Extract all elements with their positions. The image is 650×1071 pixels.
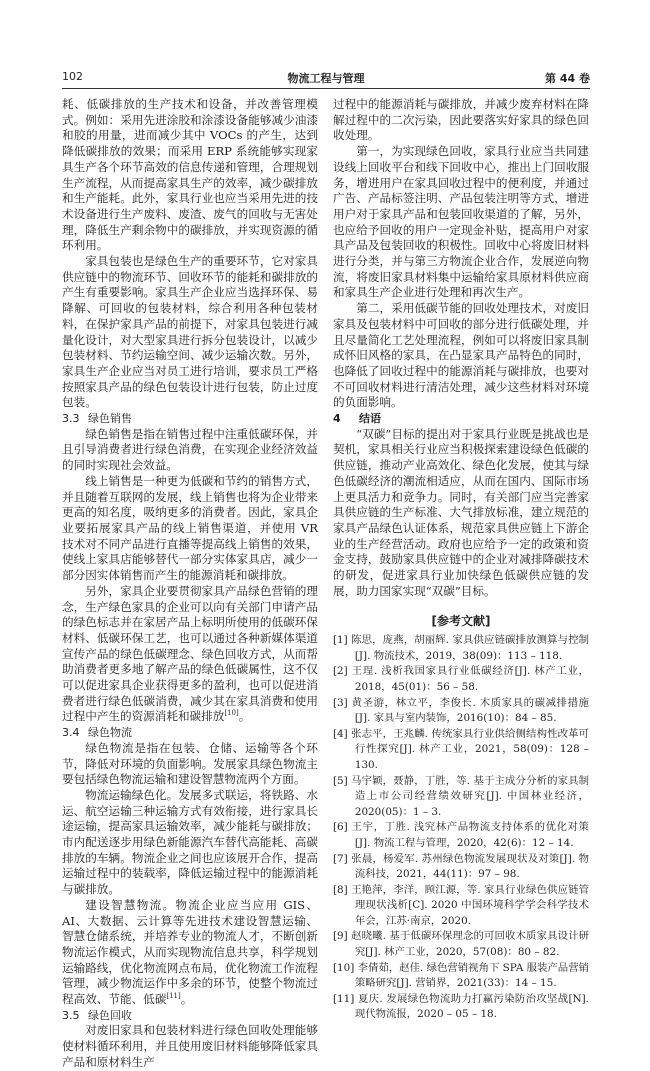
paragraph-text: 建设智慧物流。物流企业应当应用 GIS、AI、大数据、云计算等先进技术建设智慧运输、智慧仓储系统，并培养专业的物流人才，不断创新物流运作模式，从而实现物流信息共享，科学规划运输路线，优化物流网点布局，优化物流工作流程管理，减少物流运作中多余的环节，使整个物流过程高效、节能、低碳 (62, 897, 318, 1007)
reference-item: [1] 陈思，庞燕，胡丽辉. 家具供应链碳排放测算与控制[J]. 物流技术，2019，38(09)：113 – 118. (333, 634, 589, 662)
paragraph-text: 物流运输绿色化。发展多式联运，将铁路、水运、航空运输三种运输方式有效衔接，进行家具长途运输，提高家具运输效率，减少能耗与碳排放；市内配送逐步用绿色新能源汽车替代高能耗、高碳排放的车辆。物流企业之间也应该展开合作，提高运输过程中的装载率，降低运输过程中的能源消耗与碳排放。 (62, 787, 318, 897)
paragraph-tail: 。 (238, 709, 251, 724)
reference-item: [5] 马宇颖，聂静，丁胜，等. 基于主成分分析的家具制造上市公司经营绩效研究[J]. 中国林业经济，2020(05)：1 – 3. (333, 774, 589, 818)
paragraph-text: 耗、低碳排放的生产技术和设备，并改善管理模式。例如：采用先进涂胶和涂漆设备能够减少油漆和胶的用量，进而减少其中 VOCs 的产生，达到降低碳排放的效果；而采用 ERP 系统能够实现家具生产各个环节高效的信息传递和管理，合理规划生产流程，从而提高家具生产的效率，减少碳排放和生产能耗。此外，家具行业也应当采用先进的技术设备进行生产废料、废渣、废气的回收与无害处理，降低生产剩余物中的碳排放，并实现资源的循环利用。 (62, 97, 318, 253)
paragraph (333, 144, 589, 301)
paragraph (62, 254, 318, 411)
reference-item: [11] 夏庆. 发展绿色物流助力打赢污染防治攻坚战[N]. 现代物流报，2020 – 05 – 18. (333, 992, 589, 1021)
reference-item: [8] 王艳萍，李洋，顾江源，等. 家具行业绿色供应链管理现状浅析[C]. 2020 中国环境科学学会科学技术年会，江苏·南京，2020. (333, 883, 589, 927)
paragraph-text: 绿色物流是指在包装、仓储、运输等各个环节，降低对环境的负面影响。发展家具绿色物流主要包括绿色物流运输和建设智慧物流两个方面。 (62, 740, 318, 787)
reference-item: [9] 赵晓曦. 基于低碳环保理念的可回收木质家具设计研究[J]. 林产工业，2020，57(08)：80 – 82. (333, 930, 589, 959)
paragraph (333, 301, 589, 411)
citation-marker: [10] (224, 709, 239, 718)
paragraph (62, 1023, 318, 1070)
paragraph (62, 474, 318, 584)
page-number: 102 (62, 70, 83, 83)
section-heading (333, 411, 589, 427)
section-number: 3.3 (62, 412, 80, 426)
paragraph (333, 427, 589, 600)
paragraph-text: 过程中的能源消耗与碳排放，并减少废弃材料在降解过程中的二次污染，因此要落实好家具的绿色回收处理。 (333, 97, 589, 143)
paragraph (333, 97, 589, 144)
reference-item: [4] 张志平，王兆麟. 传统家具行业供给侧结构性改革可行性探究[J]. 林产工业，2021，58(09)：128 – 130. (333, 727, 589, 771)
section-title: 绿色销售 (88, 412, 132, 426)
paragraph-text: 绿色销售是指在销售过程中注重低碳环保，并且引导消费者进行绿色消费，在实现企业经济效益的同时实现社会效益。 (62, 426, 318, 473)
reference-item: [3] 黄圣游，林立平，李俊长. 木质家具的碳减排措施[J]. 家具与室内装饰，2016(10)：84 – 85. (333, 696, 589, 725)
section-number: 3.4 (62, 726, 80, 740)
reference-item: [6] 王宇，丁胜. 浅究林产品物流支持体系的优化对策[J]. 物流工程与管理，2020，42(6)：12 – 14. (333, 821, 589, 849)
paragraph-text: 第二，采用低碳节能的回收处理技术，对废旧家具及包装材料中可回收的部分进行低碳处理，并且尽量简化工艺处理流程，例如可以将废旧家具制成怀旧风格的家具，在凸显家具产品特色的同时，也降低了回收过程中的能源消耗与碳排放，也要对不可回收材料进行清洁处理，减少这些材料对环境的负面影响。 (333, 301, 589, 410)
reference-item: [7] 张晨，杨爱军. 苏州绿色物流发展现状及对策[J]. 物流科技，2021，44(11)：97 – 98. (333, 852, 589, 881)
paragraph-text: 对废旧家具和包装材料进行绿色回收处理能够使材料循环利用，并且使用废旧材料能够降低家具产品和原材料生产 (62, 1023, 318, 1069)
running-header (62, 66, 590, 89)
reference-list (333, 633, 589, 1023)
section-heading (62, 1008, 318, 1024)
citation-marker: [11] (166, 992, 181, 1001)
section-number: 4 (333, 412, 341, 426)
paragraph-text: “双碳”目标的提出对于家具行业既是挑战也是契机，家具相关行业应当积极探索建设绿色低碳的供应链，推动产业高效化、绿色化发展，使其与绿色低碳经济的潮流相适应，从而在国内、国际市场上更具活力和竞争力。同时，有关部门应当完善家具供应链的生产标准、大气排放标准，建立规范的家具产品绿色认证体系，规范家具供应链上下游企业的生产经营活动。政府也应给予一定的政策和资金支持，鼓励家具供应链中的企业对减排降碳技术的研发，促进家具行业加快绿色低碳供应链的发展，助力国家实现“双碳”目标。 (333, 426, 589, 598)
section-heading (62, 725, 318, 741)
reference-item: [2] 王珵. 浅析我国家具行业低碳经济[J]. 林产工业，2018，45(01)：56 – 58. (333, 665, 589, 693)
section-title: 结语 (359, 412, 381, 426)
paragraph-text: 第一，为实现绿色回收，家具行业应当共同建设线上回收平台和线下回收中心，推出上门回收服务，增进用户在家具回收过程中的便利度，并通过广告、产品标签注明、产品包装注明等方式，增进用户对于家具产品和包装回收渠道的了解，另外，也应给予回收的用户一定现金补贴，提高用户对家具产品及包装回收的积极性。回收中心将废旧材料进行分类，并与第三方物流企业合作，发展逆向物流，将废旧家具材料集中运输给家具原材料供应商和家具生产企业进行处理和再次生产。 (333, 144, 589, 300)
left-column (62, 97, 318, 1071)
paragraph (62, 741, 318, 788)
right-column (333, 97, 589, 1023)
paragraph-text: 另外，家具企业要贯彻家具产品绿色营销的理念，生产绿色家具的企业可以向有关部门申请产品的绿色标志并在家居产品上标明所使用的低碳环保材料、低碳环保工艺，也可以通过各种新媒体渠道宣传产品的绿色低碳理念、绿色回收方式，从而帮助消费者更多地了解产品的绿色低碳属性，这不仅可以促进家具企业获得更多的盈利，也可以促进消费者进行绿色低碳消费，减少其在家具消费和使用过程中产生的资源消耗和碳排放 (62, 583, 318, 724)
paragraph-tail: 。 (180, 992, 193, 1007)
paragraph (62, 97, 318, 254)
paragraph (62, 788, 318, 898)
references-heading: [参考文献] (431, 613, 491, 628)
section-heading (62, 411, 318, 427)
paragraph (62, 898, 318, 1008)
paragraph-text: 线上销售是一种更为低碳和节约的销售方式，并且随着互联网的发展，线上销售也将为企业带来更高的知名度，吸纳更多的消费者。因此，家具企业要拓展家具产品的线上销售渠道，并使用 VR 技术对不同产品进行直播等提高线上销售的效果，使线上家具店能够替代一部分实体家具店，减少一部分因实体销售而产生的能源消耗和碳排放。 (62, 473, 318, 583)
section-number: 3.5 (62, 1008, 80, 1022)
reference-item: [10] 李倩茹，赵佳. 绿色营销视角下 SPA 服装产品营销策略研究[J]. 营销界，2021(33)：14 – 15. (333, 961, 589, 990)
paragraph (62, 584, 318, 725)
paragraph-text: 家具包装也是绿色生产的重要环节，它对家具供应链中的物流环节、回收环节的能耗和碳排放的产生有重要影响。家具生产企业应当选择环保、易降解、可回收的包装材料，综合利用各种包装材料，在保护家具产品的前提下，对家具包装进行减量化设计，对大型家具进行拆分包装设计，以减少包装材料、节约运输空间、减少运输次数。另外，家具生产企业应当对员工进行培训，要求员工严格按照家具产品的绿色包装设计进行包装，防止过度包装。 (62, 254, 318, 410)
paragraph (62, 427, 318, 474)
section-title: 绿色回收 (88, 1008, 132, 1022)
volume-label: 第 44 卷 (545, 72, 590, 85)
journal-title: 物流工程与管理 (287, 72, 365, 85)
section-title: 绿色物流 (88, 726, 132, 740)
